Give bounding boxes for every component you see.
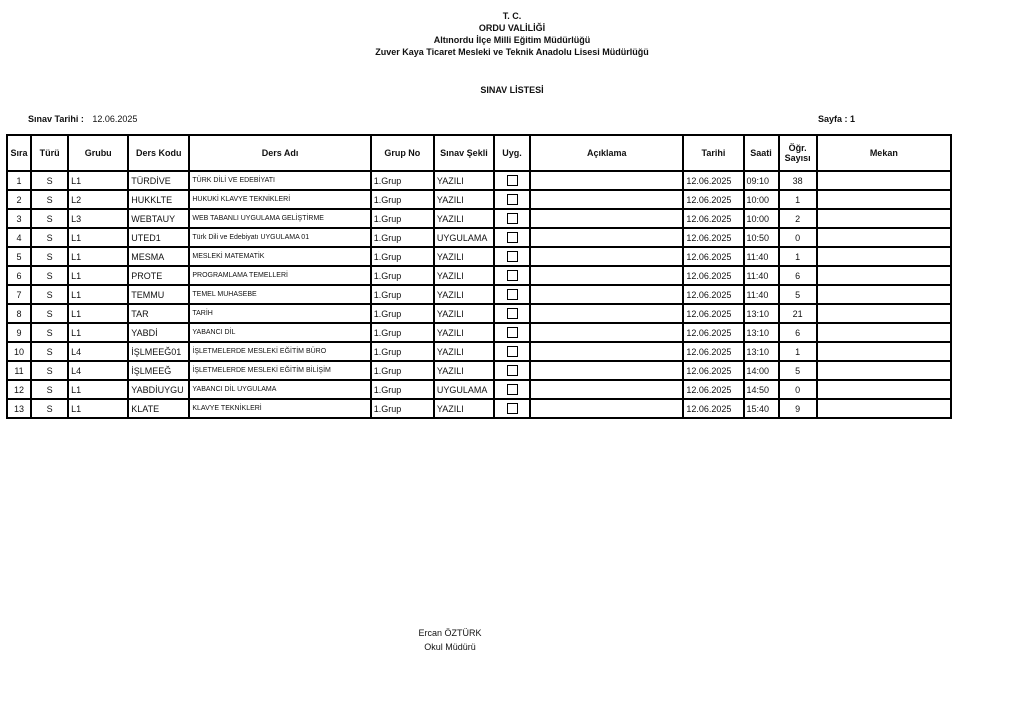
cell-turu: S xyxy=(31,361,68,380)
cell-uyg[interactable] xyxy=(494,266,530,285)
cell-mekan xyxy=(817,190,951,209)
cell-sinav-sekli: YAZILI xyxy=(434,361,494,380)
cell-turu: S xyxy=(31,285,68,304)
cell-aciklama xyxy=(530,304,683,323)
cell-ders-kodu: YABDİ xyxy=(128,323,189,342)
uyg-checkbox[interactable] xyxy=(507,251,518,262)
table-row xyxy=(7,190,951,209)
cell-turu: S xyxy=(31,266,68,285)
document-title: SINAV LİSTESİ xyxy=(480,85,544,95)
cell-grup-no: 1.Grup xyxy=(371,304,434,323)
cell-ders-kodu: MESMA xyxy=(128,247,189,266)
cell-aciklama xyxy=(530,228,683,247)
cell-ders-kodu: UTED1 xyxy=(128,228,189,247)
cell-sinav-sekli: YAZILI xyxy=(434,171,494,190)
cell-aciklama xyxy=(530,171,683,190)
cell-ders-adi: TÜRK DİLİ VE EDEBİYATI xyxy=(189,171,370,190)
cell-sinav-sekli: YAZILI xyxy=(434,285,494,304)
cell-tarihi: 12.06.2025 xyxy=(683,323,743,342)
cell-grup-no: 1.Grup xyxy=(371,266,434,285)
cell-sira: 5 xyxy=(7,247,31,266)
cell-grup-no: 1.Grup xyxy=(371,399,434,418)
cell-sira: 2 xyxy=(7,190,31,209)
cell-mekan xyxy=(817,209,951,228)
col-ders-kodu: Ders Kodu xyxy=(128,135,189,171)
cell-sinav-sekli: YAZILI xyxy=(434,399,494,418)
cell-aciklama xyxy=(530,323,683,342)
cell-tarihi: 12.06.2025 xyxy=(683,380,743,399)
cell-ders-adi: PROGRAMLAMA TEMELLERİ xyxy=(189,266,370,285)
col-tarihi: Tarihi xyxy=(683,135,743,171)
exam-date-label: Sınav Tarihi : xyxy=(28,114,84,124)
uyg-checkbox[interactable] xyxy=(507,232,518,243)
cell-saati: 10:00 xyxy=(744,190,779,209)
cell-saati: 13:10 xyxy=(744,304,779,323)
cell-grup-no: 1.Grup xyxy=(371,342,434,361)
cell-sira: 9 xyxy=(7,323,31,342)
table-body xyxy=(7,171,951,418)
cell-turu: S xyxy=(31,399,68,418)
cell-ogr-sayisi: 1 xyxy=(779,342,817,361)
table-header-row xyxy=(7,135,951,171)
cell-mekan xyxy=(817,380,951,399)
cell-mekan xyxy=(817,304,951,323)
cell-uyg[interactable] xyxy=(494,247,530,266)
cell-sinav-sekli: YAZILI xyxy=(434,266,494,285)
uyg-checkbox[interactable] xyxy=(507,270,518,281)
cell-ogr-sayisi: 0 xyxy=(779,228,817,247)
cell-sinav-sekli: YAZILI xyxy=(434,247,494,266)
col-sira: Sıra xyxy=(7,135,31,171)
cell-ders-adi: KLAVYE TEKNİKLERİ xyxy=(189,399,370,418)
cell-mekan xyxy=(817,228,951,247)
cell-uyg[interactable] xyxy=(494,171,530,190)
cell-ders-kodu: KLATE xyxy=(128,399,189,418)
cell-aciklama xyxy=(530,361,683,380)
cell-tarihi: 12.06.2025 xyxy=(683,266,743,285)
cell-ders-kodu: TÜRDİVE xyxy=(128,171,189,190)
cell-ogr-sayisi: 38 xyxy=(779,171,817,190)
cell-sinav-sekli: UYGULAMA xyxy=(434,380,494,399)
cell-grup-no: 1.Grup xyxy=(371,209,434,228)
cell-sira: 3 xyxy=(7,209,31,228)
cell-sira: 6 xyxy=(7,266,31,285)
cell-ogr-sayisi: 1 xyxy=(779,247,817,266)
uyg-checkbox[interactable] xyxy=(507,384,518,395)
signature-title: Okul Müdürü xyxy=(424,642,476,652)
cell-sinav-sekli: YAZILI xyxy=(434,209,494,228)
cell-ogr-sayisi: 6 xyxy=(779,266,817,285)
cell-mekan xyxy=(817,342,951,361)
cell-aciklama xyxy=(530,342,683,361)
cell-uyg[interactable] xyxy=(494,323,530,342)
cell-aciklama xyxy=(530,266,683,285)
exam-date xyxy=(28,114,137,124)
cell-tarihi: 12.06.2025 xyxy=(683,209,743,228)
cell-grubu: L4 xyxy=(68,361,128,380)
cell-grubu: L1 xyxy=(68,247,128,266)
table-row xyxy=(7,399,951,418)
cell-sira: 4 xyxy=(7,228,31,247)
cell-sinav-sekli: YAZILI xyxy=(434,190,494,209)
cell-uyg[interactable] xyxy=(494,304,530,323)
cell-tarihi: 12.06.2025 xyxy=(683,304,743,323)
table-row xyxy=(7,285,951,304)
cell-turu: S xyxy=(31,323,68,342)
uyg-checkbox[interactable] xyxy=(507,194,518,205)
exam-list-table xyxy=(6,134,952,419)
cell-grubu: L3 xyxy=(68,209,128,228)
col-turu: Türü xyxy=(31,135,68,171)
cell-grup-no: 1.Grup xyxy=(371,361,434,380)
cell-ogr-sayisi: 21 xyxy=(779,304,817,323)
col-saati: Saati xyxy=(744,135,779,171)
cell-tarihi: 12.06.2025 xyxy=(683,285,743,304)
cell-ogr-sayisi: 2 xyxy=(779,209,817,228)
cell-mekan xyxy=(817,247,951,266)
cell-aciklama xyxy=(530,190,683,209)
cell-grup-no: 1.Grup xyxy=(371,323,434,342)
cell-ogr-sayisi: 9 xyxy=(779,399,817,418)
uyg-checkbox[interactable] xyxy=(507,175,518,186)
col-ders-adi: Ders Adı xyxy=(189,135,370,171)
table-row xyxy=(7,323,951,342)
cell-tarihi: 12.06.2025 xyxy=(683,171,743,190)
uyg-checkbox[interactable] xyxy=(507,403,518,414)
uyg-checkbox[interactable] xyxy=(507,365,518,376)
header-line-tc: T. C. xyxy=(502,11,522,21)
cell-saati: 13:10 xyxy=(744,342,779,361)
col-mekan: Mekan xyxy=(817,135,951,171)
cell-turu: S xyxy=(31,304,68,323)
uyg-checkbox[interactable] xyxy=(507,213,518,224)
cell-sira: 8 xyxy=(7,304,31,323)
cell-grubu: L1 xyxy=(68,323,128,342)
cell-sinav-sekli: YAZILI xyxy=(434,304,494,323)
cell-ders-kodu: WEBTAUY xyxy=(128,209,189,228)
cell-mekan xyxy=(817,171,951,190)
cell-ogr-sayisi: 0 xyxy=(779,380,817,399)
cell-grup-no: 1.Grup xyxy=(371,285,434,304)
table-row xyxy=(7,304,951,323)
cell-ders-kodu: YABDİUYGU xyxy=(128,380,189,399)
cell-grubu: L1 xyxy=(68,228,128,247)
cell-saati: 15:40 xyxy=(744,399,779,418)
col-uyg: Uyg. xyxy=(494,135,530,171)
cell-ders-adi: WEB TABANLI UYGULAMA GELİŞTİRME xyxy=(189,209,370,228)
table-row xyxy=(7,209,951,228)
col-sinav-sekli: Sınav Şekli xyxy=(434,135,494,171)
cell-saati: 11:40 xyxy=(744,247,779,266)
cell-aciklama xyxy=(530,247,683,266)
cell-aciklama xyxy=(530,285,683,304)
cell-ders-adi: İŞLETMELERDE MESLEKİ EĞİTİM BÜRO xyxy=(189,342,370,361)
cell-ders-adi: Türk Dili ve Edebiyatı UYGULAMA 01 xyxy=(189,228,370,247)
cell-aciklama xyxy=(530,380,683,399)
cell-tarihi: 12.06.2025 xyxy=(683,228,743,247)
cell-turu: S xyxy=(31,209,68,228)
cell-ders-adi: HUKUKİ KLAVYE TEKNİKLERİ xyxy=(189,190,370,209)
table-row xyxy=(7,247,951,266)
cell-ders-adi: MESLEKİ MATEMATİK xyxy=(189,247,370,266)
cell-grubu: L4 xyxy=(68,342,128,361)
cell-turu: S xyxy=(31,190,68,209)
cell-sira: 13 xyxy=(7,399,31,418)
cell-saati: 14:00 xyxy=(744,361,779,380)
page-number xyxy=(818,114,855,124)
header-line-okul: Zuver Kaya Ticaret Mesleki ve Teknik Anadolu Lisesi Müdürlüğü xyxy=(375,47,649,57)
cell-sira: 10 xyxy=(7,342,31,361)
col-aciklama: Açıklama xyxy=(530,135,683,171)
uyg-checkbox[interactable] xyxy=(507,327,518,338)
cell-mekan xyxy=(817,323,951,342)
table-row xyxy=(7,342,951,361)
cell-ders-kodu: TEMMU xyxy=(128,285,189,304)
cell-aciklama xyxy=(530,399,683,418)
cell-saati: 09:10 xyxy=(744,171,779,190)
header-line-valilik: ORDU VALİLİĞİ xyxy=(478,23,546,33)
cell-grup-no: 1.Grup xyxy=(371,171,434,190)
cell-ders-kodu: TAR xyxy=(128,304,189,323)
cell-tarihi: 12.06.2025 xyxy=(683,399,743,418)
uyg-checkbox[interactable] xyxy=(507,308,518,319)
cell-uyg[interactable] xyxy=(494,209,530,228)
table-row xyxy=(7,380,951,399)
col-grup-no: Grup No xyxy=(371,135,434,171)
cell-ders-adi: YABANCI DİL UYGULAMA xyxy=(189,380,370,399)
cell-saati: 11:40 xyxy=(744,266,779,285)
page-value: 1 xyxy=(850,114,856,124)
page-label: Sayfa : xyxy=(818,114,848,124)
uyg-checkbox[interactable] xyxy=(507,289,518,300)
cell-grubu: L1 xyxy=(68,266,128,285)
cell-uyg[interactable] xyxy=(494,285,530,304)
table-row xyxy=(7,171,951,190)
cell-ders-kodu: İŞLMEEĞ01 xyxy=(128,342,189,361)
cell-ogr-sayisi: 1 xyxy=(779,190,817,209)
cell-saati: 10:50 xyxy=(744,228,779,247)
uyg-checkbox[interactable] xyxy=(507,346,518,357)
cell-uyg[interactable] xyxy=(494,361,530,380)
header-line-ilce: Altınordu İlçe Milli Eğitim Müdürlüğü xyxy=(433,35,591,45)
cell-sinav-sekli: YAZILI xyxy=(434,342,494,361)
signature-name: Ercan ÖZTÜRK xyxy=(418,628,482,638)
cell-grup-no: 1.Grup xyxy=(371,190,434,209)
cell-mekan xyxy=(817,361,951,380)
cell-turu: S xyxy=(31,228,68,247)
cell-grubu: L1 xyxy=(68,171,128,190)
cell-uyg[interactable] xyxy=(494,342,530,361)
table-row xyxy=(7,361,951,380)
cell-ogr-sayisi: 5 xyxy=(779,285,817,304)
cell-saati: 14:50 xyxy=(744,380,779,399)
cell-aciklama xyxy=(530,209,683,228)
cell-uyg[interactable] xyxy=(494,228,530,247)
cell-turu: S xyxy=(31,171,68,190)
cell-grup-no: 1.Grup xyxy=(371,247,434,266)
cell-sira: 11 xyxy=(7,361,31,380)
cell-turu: S xyxy=(31,247,68,266)
cell-grubu: L1 xyxy=(68,399,128,418)
cell-grubu: L1 xyxy=(68,285,128,304)
cell-saati: 10:00 xyxy=(744,209,779,228)
cell-sira: 1 xyxy=(7,171,31,190)
cell-ders-adi: TARİH xyxy=(189,304,370,323)
cell-sira: 7 xyxy=(7,285,31,304)
cell-ders-kodu: İŞLMEEĞ xyxy=(128,361,189,380)
cell-saati: 11:40 xyxy=(744,285,779,304)
cell-tarihi: 12.06.2025 xyxy=(683,342,743,361)
cell-uyg[interactable] xyxy=(494,190,530,209)
cell-ders-adi: İŞLETMELERDE MESLEKİ EĞİTİM BİLİŞİM xyxy=(189,361,370,380)
cell-sinav-sekli: UYGULAMA xyxy=(434,228,494,247)
cell-ders-kodu: HUKKLTE xyxy=(128,190,189,209)
cell-uyg[interactable] xyxy=(494,380,530,399)
cell-sira: 12 xyxy=(7,380,31,399)
cell-ogr-sayisi: 6 xyxy=(779,323,817,342)
col-ogr-sayisi: Öğr. Sayısı xyxy=(779,135,817,171)
cell-sinav-sekli: YAZILI xyxy=(434,323,494,342)
cell-turu: S xyxy=(31,380,68,399)
cell-grubu: L1 xyxy=(68,380,128,399)
cell-saati: 13:10 xyxy=(744,323,779,342)
cell-ders-adi: TEMEL MUHASEBE xyxy=(189,285,370,304)
cell-grubu: L1 xyxy=(68,304,128,323)
cell-grubu: L2 xyxy=(68,190,128,209)
cell-uyg[interactable] xyxy=(494,399,530,418)
cell-tarihi: 12.06.2025 xyxy=(683,361,743,380)
cell-turu: S xyxy=(31,342,68,361)
cell-ogr-sayisi: 5 xyxy=(779,361,817,380)
cell-grup-no: 1.Grup xyxy=(371,380,434,399)
table-row xyxy=(7,266,951,285)
cell-mekan xyxy=(817,399,951,418)
cell-grup-no: 1.Grup xyxy=(371,228,434,247)
cell-mekan xyxy=(817,266,951,285)
document-header xyxy=(0,10,1024,58)
table-row xyxy=(7,228,951,247)
cell-tarihi: 12.06.2025 xyxy=(683,247,743,266)
signature-block xyxy=(0,626,900,654)
cell-mekan xyxy=(817,285,951,304)
cell-ders-adi: YABANCI DİL xyxy=(189,323,370,342)
cell-ders-kodu: PROTE xyxy=(128,266,189,285)
col-grubu: Grubu xyxy=(68,135,128,171)
cell-tarihi: 12.06.2025 xyxy=(683,190,743,209)
exam-date-value: 12.06.2025 xyxy=(92,114,138,124)
